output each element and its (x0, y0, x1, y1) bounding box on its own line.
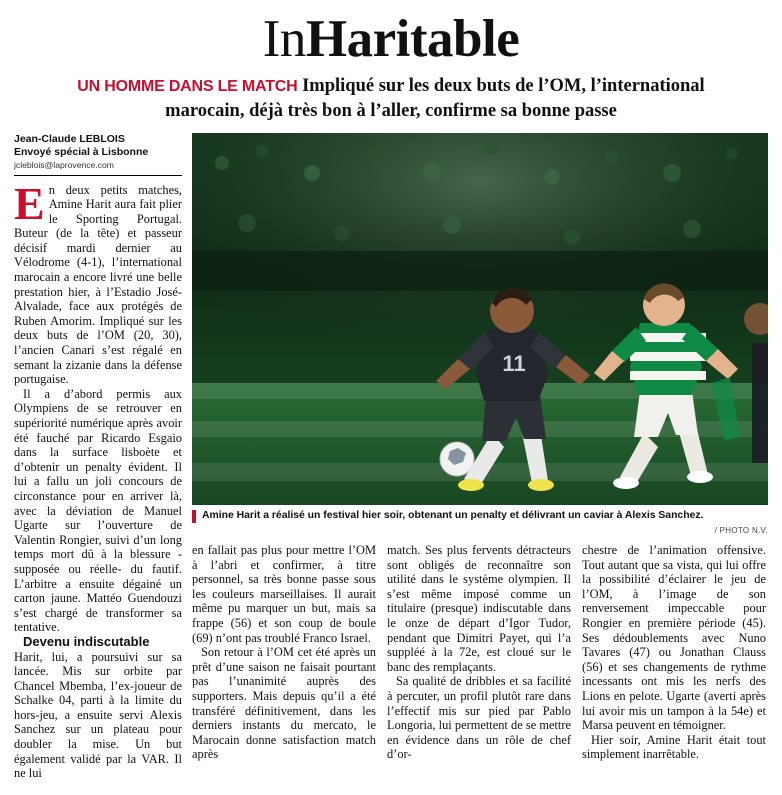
byline-divider (14, 175, 182, 176)
article-paragraph: Il a d’abord permis aux Olympiens de se retrouver en supériorité numérique après avoir été fauché par Ricardo Esgaio dans la surface lisboète et d’obtenir un penalty évident. Il lui a fallu un joli concours de circonstance pour en arriver là, avec la déviation de Manuel Ugarte sur l’ouverture de Valentin Rongier, suivi d’un long temps mort dû à la blessure -supposée ou réelle- du fautif. L’arbitre a ensuite dégainé un carton jaune. Mattéo Guendouzi s’est chargé de transformer sa tentative. (14, 386, 182, 635)
headline-prefix: In (262, 10, 306, 68)
svg-text:11: 11 (502, 351, 526, 376)
byline-author: Jean-Claude LEBLOIS (14, 133, 125, 145)
photo-caption-row (192, 510, 768, 523)
article-paragraph: chestre de l’animation offensive. Tout autant que sa vista, qui lui offre la possibilité d’éclairer le jeu de l’OM, à l’image de son renversement impeccable pour Rongier en première période (45). Ses dédoublements avec Nuno Tavares (47) ou Jonathan Clauss (56) et ses changements de rythme incessants ont mis les nerfs des Lions en pelote. Ugarte (averti après lui avoir mis un tampon à la 54e) et Marsa peuvent en témoigner. (582, 543, 766, 733)
article-body (14, 133, 768, 781)
kicker-label: UN HOMME DANS LE MATCH (77, 78, 298, 95)
article-paragraph: Sa qualité de dribbles et sa facilité à percuter, un profil plutôt rare dans l’effectif mis sur pied par Pablo Longoria, lui permettent de se mettre en évidence dans un rôle de chef d’or- (387, 674, 571, 762)
article-paragraph: Hier soir, Amine Harit était tout simplement inarrêtable. (582, 732, 766, 762)
article-column-3 (387, 543, 571, 762)
article-paragraph: en fallait pas plus pour mettre l’OM à l’abri et confirmer, à titre personnel, sa très bonne passe sous les couleurs marseillaises. Il aurait même pu marquer un but, mais sa frappe (56) et son coup de boule (69) n’ont pas troublé Franco Israel. (192, 543, 376, 645)
article-paragraph (14, 177, 182, 387)
headline-main: Haritable (305, 10, 520, 68)
photo-caption: Amine Harit a réalisé un festival hier soir, obtenant un penalty et délivrant un caviar à Alexis Sanchez. (202, 510, 704, 521)
lower-columns (192, 543, 768, 762)
byline-email[interactable]: jcleblois@laprovence.com (14, 160, 114, 170)
photo-block (192, 133, 768, 781)
article-column-4 (582, 543, 766, 762)
article-paragraph: match. Ses plus fervents détracteurs sont obligés de reconnaître son utilité dans le système olympien. Il s’est même imposé comme un titulaire (presque) indiscutable dans le onze de départ d’Igor Tudor, pendant que Dimitri Payet, qui l’a suppléé à la 72e, est cloué sur le banc des remplaçants. (387, 543, 571, 674)
match-photo-illustration (192, 133, 768, 505)
subheadline-text: Impliqué sur les deux buts de l’OM, l’international marocain, déjà très bon à l’aller, confirme sa bonne passe (165, 76, 705, 121)
photo-credit: / PHOTO N.V. (714, 526, 768, 535)
article-column-2 (192, 543, 376, 762)
byline (14, 133, 182, 172)
subheadline (56, 74, 726, 123)
article-paragraph: Harit, lui, a poursuivi sur sa lancée. Mis sur orbite par Chancel Mbemba, l’ex-joueur de Schalke 04, parti à la limite du hors-jeu, a ensuite servi Alexis Sanchez sur un plateau pour doubler la mise. Un but également validé par la VAR. Il ne lui (14, 649, 182, 781)
match-photo (192, 133, 768, 505)
article-paragraph-text: n deux petits matches, Amine Harit aura fait plier le Sporting Portugal. Buteur (de la tête) et passeur décisif mardi dernier au Vélodrome (4-1), l’international marocain a encore livré une belle prestation hier, à l’Estadio José-Alvalade, face aux protégés de Ruben Amorim. Impliqué sur les deux buts de l’OM (20, 30), l’ancien Canari s’est régalé en semant la zizanie dans la défense portugaise. (14, 182, 182, 387)
page-title (14, 10, 768, 68)
byline-role: Envoyé spécial à Lisbonne (14, 145, 149, 158)
article-column-1 (14, 133, 182, 781)
article-paragraph: Son retour à l’OM cet été après un prêt d’une saison ne faisait pourtant pas l’unanimité auprès des supporters. Mais depuis qu’il a été transféré définitivement, dans les derniers instants du mercato, le Marocain donne satisfaction match après (192, 645, 376, 762)
drop-cap: E (14, 177, 45, 229)
section-subtitle: Devenu indiscutable (23, 633, 150, 649)
caption-accent-bar (192, 510, 196, 523)
